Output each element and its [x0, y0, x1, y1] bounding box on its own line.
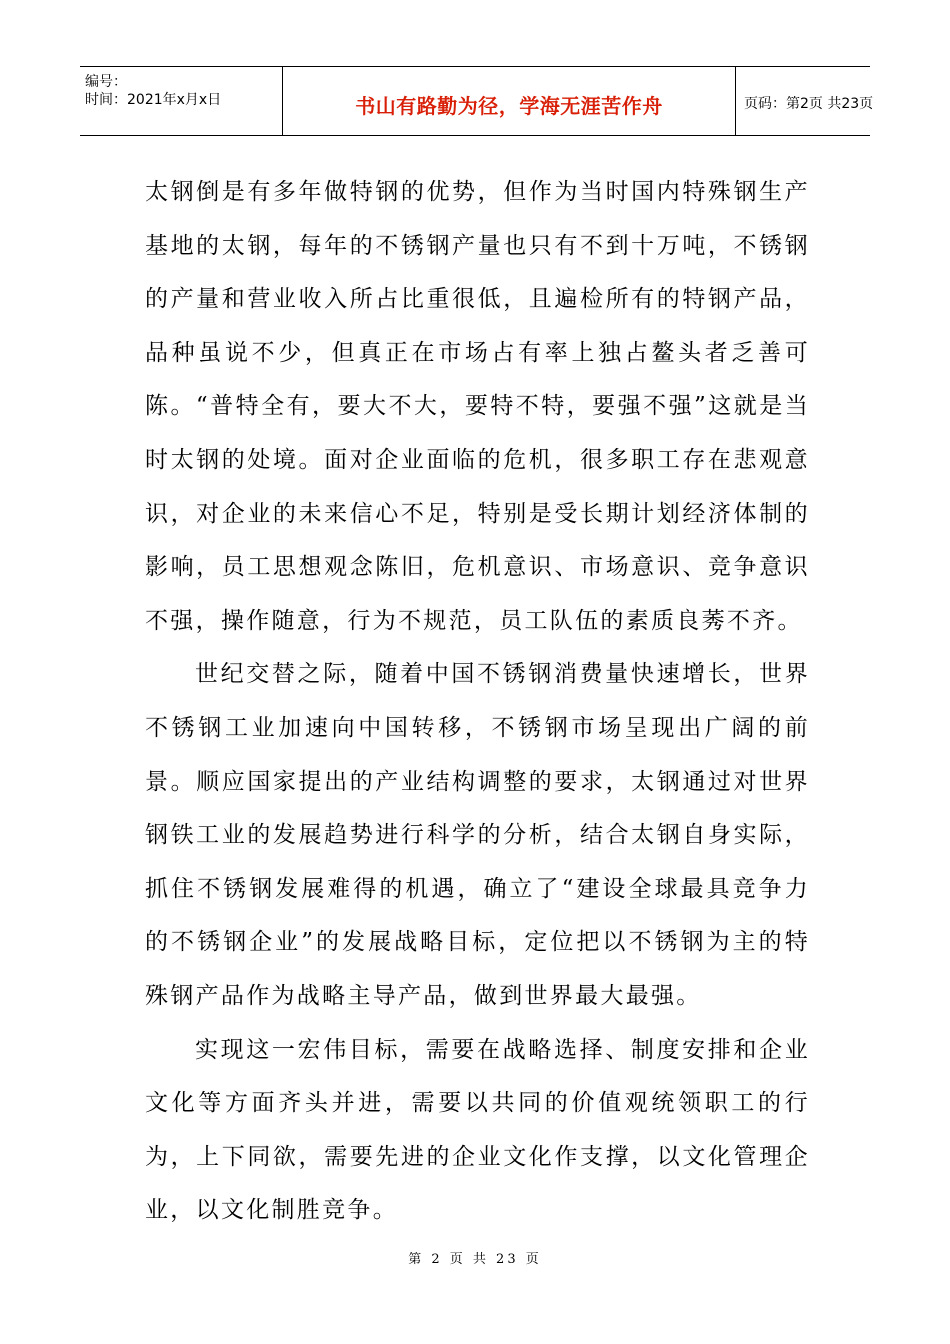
paragraph-3: 实现这一宏伟目标，需要在战略选择、制度安排和企业文化等方面齐头并进，需要以共同的价值观统领职工的行为，上下同欲，需要先进的企业文化作支撑，以文化管理企业，以文化制胜竞争。	[145, 1036, 810, 1224]
header-page-info: 页码：第2页 共23页	[744, 96, 874, 112]
paragraph-2: 世纪交替之际，随着中国不锈钢消费量快速增长，世界不锈钢工业加速向中国转移，不锈钢市场呈现出广阔的前景。顺应国家提出的产业结构调整的要求，太钢通过对世界钢铁工业的发展趋势进行科学的分析，结合太钢自身实际，抓住不锈钢发展难得的机遇，确立了“建设全球最具竞争力的不锈钢企业”的发展战略目标，定位把以不锈钢为主的特殊钢产品作为战略主导产品，做到世界最大最强。	[145, 661, 810, 1009]
page-header	[80, 66, 874, 136]
header-motto: 书山有路勤为径，学海无涯苦作舟	[283, 67, 736, 135]
header-meta-cell	[80, 67, 283, 135]
document-number-label: 编号：	[85, 74, 127, 90]
paragraph-1: 太钢倒是有多年做特钢的优势，但作为当时国内特殊钢生产基地的太钢，每年的不锈钢产量也只有不到十万吨，不锈钢的产量和营业收入所占比重很低，且遍检所有的特钢产品，品种虽说不少，但真正在市场占有率上独占鳌头者乏善可陈。“普特全有，要大不大，要特不特，要强不强”这就是当时太钢的处境。面对企业面临的危机，很多职工存在悲观意识，对企业的未来信心不足，特别是受长期计划经济体制的影响，员工思想观念陈旧，危机意识、市场意识、竞争意识不强，操作随意，行为不规范，员工队伍的素质良莠不齐。	[145, 179, 810, 634]
document-date-label: 时间：2021年x月x日	[85, 92, 222, 108]
page-footer: 第 2 页 共 23 页	[408, 1252, 542, 1267]
document-body	[145, 166, 810, 1238]
